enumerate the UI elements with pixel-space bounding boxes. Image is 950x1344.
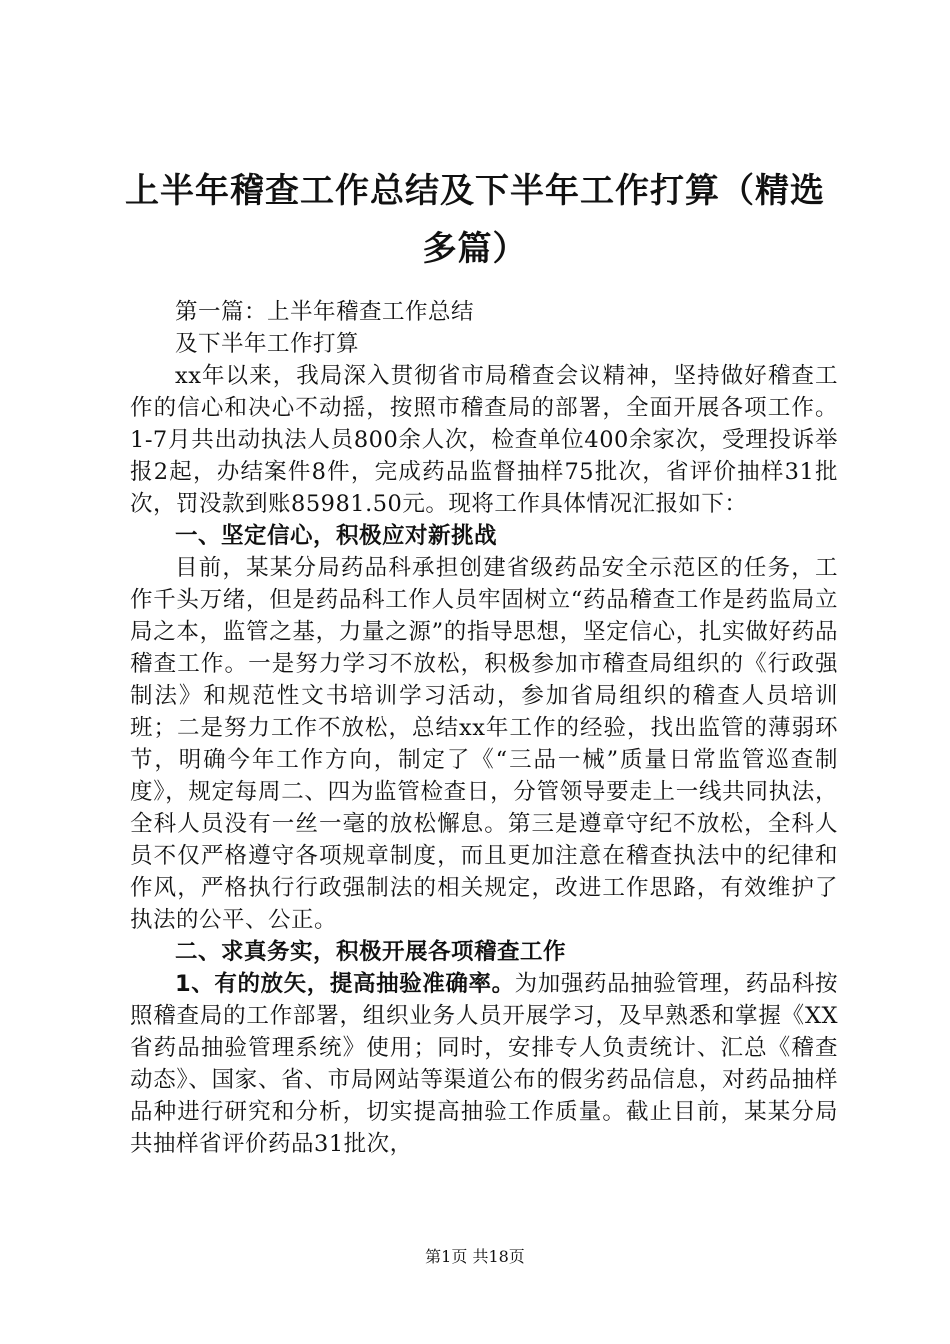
heading-1: 一、坚定信心，积极应对新挑战 <box>175 523 498 549</box>
document-body <box>130 296 838 1160</box>
section-title-line1: 第一篇：上半年稽查工作总结 <box>175 299 475 325</box>
paragraph-2-lead: 1、有的放矢，提高抽验准确率。 <box>175 971 515 997</box>
paragraph-2 <box>130 968 838 1160</box>
section-title-line2: 及下半年工作打算 <box>175 331 360 357</box>
paragraph-2-text: 为加强药品抽验管理，药品科按照稽查局的工作部署，组织业务人员开展学习，及早熟悉和掌握《XX省药品抽验管理系统》使用；同时，安排专人负责统计、汇总《稽查动态》、国家、省、市局网站等渠道公布的假劣药品信息，对药品抽样品种进行研究和分析，切实提高抽验工作质量。截止目前，某某分局共抽样省评价药品31批次， <box>130 971 838 1157</box>
intro-paragraph: xx年以来，我局深入贯彻省市局稽查会议精神，坚持做好稽查工作的信心和决心不动摇，按照市稽查局的部署，全面开展各项工作。1-7月共出动执法人员800余人次，检查单位400余家次，受理投诉举报2起，办结案件8件，完成药品监督抽样75批次，省评价抽样31批次，罚没款到账85981.50元。现将工作具体情况汇报如下： <box>130 363 838 517</box>
page-footer: 第1页 共18页 <box>425 1247 525 1266</box>
page-title: 上半年稽查工作总结及下半年工作打算（精选多篇） <box>125 171 825 269</box>
heading-2: 二、求真务实，积极开展各项稽查工作 <box>175 939 567 965</box>
paragraph-1: 目前，某某分局药品科承担创建省级药品安全示范区的任务，工作千头万绪，但是药品科工作人员牢固树立“药品稽查工作是药监局立局之本，监管之基，力量之源”的指导思想，坚定信心，扎实做好药品稽查工作。一是努力学习不放松，积极参加市稽查局组织的《行政强制法》和规范性文书培训学习活动，参加省局组织的稽查人员培训班；二是努力工作不放松，总结xx年工作的经验，找出监管的薄弱环节，明确今年工作方向，制定了《“三品一械”质量日常监管巡查制度》，规定每周二、四为监管检查日，分管领导要走上一线共同执法，全科人员没有一丝一毫的放松懈息。第三是遵章守纪不放松，全科人员不仅严格遵守各项规章制度，而且更加注意在稽查执法中的纪律和作风，严格执行行政强制法的相关规定，改进工作思路，有效维护了执法的公平、公正。 <box>130 555 838 933</box>
